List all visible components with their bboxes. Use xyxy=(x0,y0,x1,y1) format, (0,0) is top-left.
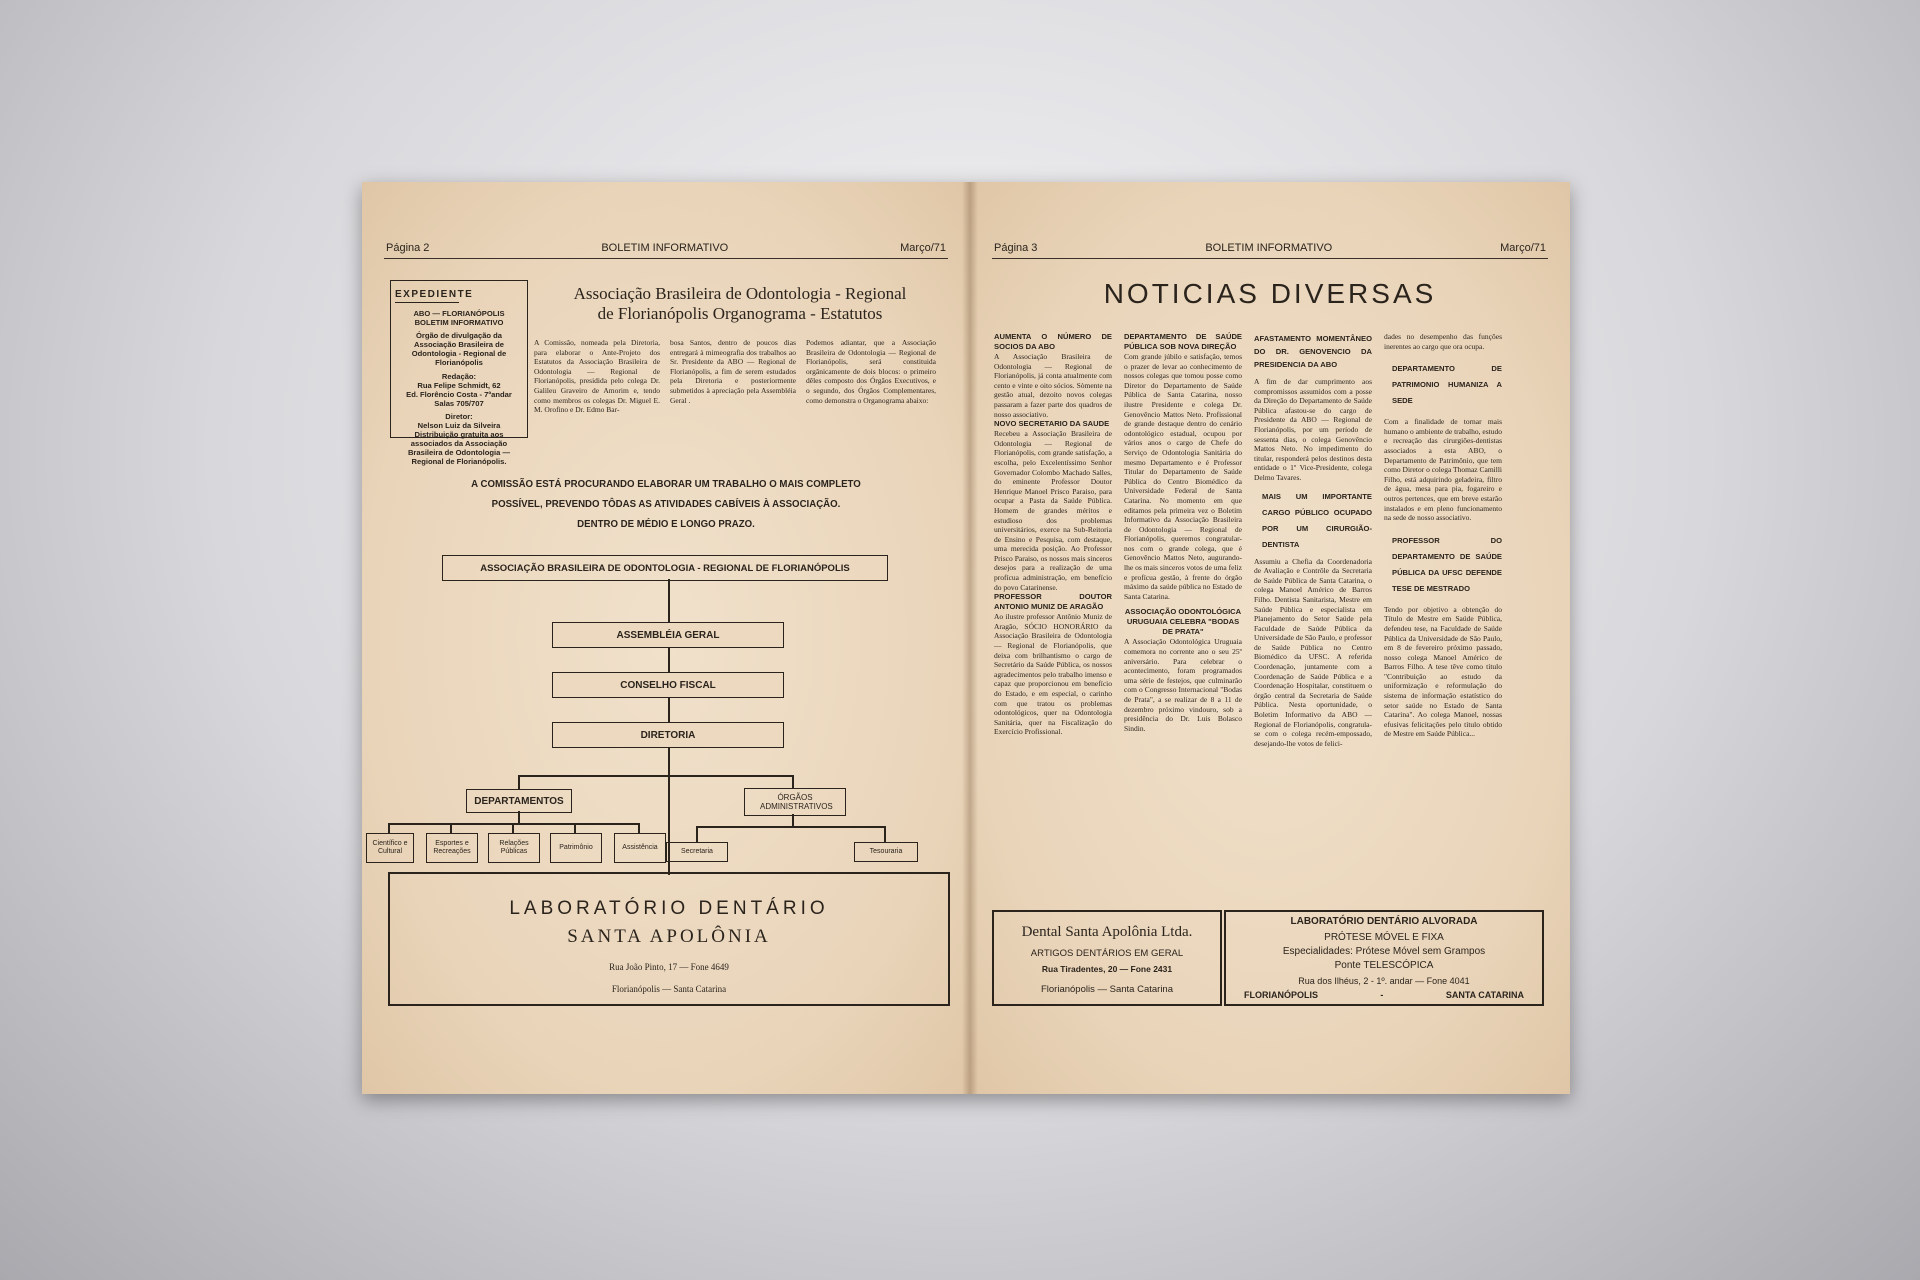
org-secretaria: Secretaria xyxy=(666,842,728,862)
expediente-line: BOLETIM INFORMATIVO xyxy=(414,318,504,327)
page-number: Página 3 xyxy=(994,242,1038,254)
ad-line-3: Rua João Pinto, 17 — Fone 4649 xyxy=(609,962,729,972)
news-paragraph: dades no desempenho das funções inerentes ao cargo que ora ocupa. xyxy=(1384,332,1502,351)
news-heading: AFASTAMENTO MOMENTÂNEO DO DR. GENOVENCIO DA PRESIDENCIA DA ABO xyxy=(1254,334,1372,369)
title-line: de Florianópolis Organograma - Estatutos xyxy=(597,304,883,323)
expediente-line: Florianópolis xyxy=(435,358,483,367)
expediente-line: Associação Brasileira de xyxy=(414,340,504,349)
diretor-label: Diretor: xyxy=(445,412,473,421)
diretor-line: Nelson Luiz da Silveira xyxy=(417,421,501,430)
ad-line-3: Especialidades: Prótese Móvel sem Grampos xyxy=(1282,946,1486,957)
diretor-line: Regional de Florianópolis. xyxy=(411,457,507,466)
news-paragraph: A Associação Odontológica Uruguaia comemora no corrente ano o seu 25º aniversário. Para celebrar o acontecimento, foram programados uma série de festejos, que culminarão com o Congresso Internacional "Bodas de Prata", a se realizar de 8 a 11 de dezembro próximo vindouro, sob a presidência do Dr. Luis Bolasco Sindin. xyxy=(1124,637,1242,733)
issue-date: Março/71 xyxy=(1500,242,1546,254)
ad-line-2: PRÓTESE MÓVEL E FIXA xyxy=(1324,932,1444,943)
org-box-abo: ASSOCIAÇÃO BRASILEIRA DE ODONTOLOGIA - REGIONAL DE FLORIANÓPOLIS xyxy=(442,555,888,581)
news-paragraph: A Associação Brasileira de Odontologia — Regional de Florianópolis, já conta atualmente com cento e vinte e oito sócios. Sòmente na gestão atual, dezoito novos colegas passaram a fazer parte dos quadros de nosso associativo. xyxy=(994,352,1112,419)
news-heading: MAIS UM IMPORTANTE CARGO PÚBLICO OCUPADO POR UM CIRURGIÃO-DENTISTA xyxy=(1262,491,1372,549)
expediente-line: ABO — FLORIANÓPOLIS xyxy=(413,309,505,318)
news-heading: DEPARTAMENTO DE PATRIMONIO HUMANIZA A SEDE xyxy=(1392,364,1502,406)
article-column: bosa Santos, dentro de poucos dias entregará à mimeografia dos trabalhos ao Sr. Presidente da ABO — Regional de Florianópolis, a fim de serem estudados pela Diretoria e posteriormente submetidos à apreciação pela Assembléia Geral . xyxy=(670,338,796,405)
expediente-line: Órgão de divulgação da xyxy=(415,331,503,340)
ad-separator: - xyxy=(1380,990,1384,1000)
diretor-line: Distribuição gratuita aos xyxy=(414,430,504,439)
commission-statement xyxy=(442,474,891,534)
news-column-3 xyxy=(1254,332,1372,748)
news-paragraph: Ao ilustre professor Antônio Muniz de Aragão, SÓCIO HONORÁRIO da Associação Brasileira de Odontologia — Regional de Florianópolis, que deixa com brilhantismo o cargo de Secretário da Saúde Pública, os nossos agradecimentos pelo trabalho imenso e capaz que proporcionou em benefício do Estado, e em especial, o carinho com que tratou os problemas odontológicos, quer na Odontologia Sanitária, quer na Fiscalização do Exercício Profissional. xyxy=(994,612,1112,737)
news-paragraph: Assumiu a Chefia da Coordenadoria de Avaliação e Contrôle da Secretaria de Saúde Pública de Santa Catarina, o colega Manoel Américo de Barros Filho. Dentista Sanitarista, Mestre em Saúde Pública e especialista em Planejamento do Setor Saúde pela Faculdade de Saúde Pública da Universidade de São Paulo, e professor de Saúde Pública no Centro Biomédico da UFSC. A referida Coordenação, juntamente com a Coordenação de Saúde Pública e a Coordenação Hospitalar, constituem o órgão central da Secretaria de Saúde Pública. Nesta oportunidade, o Boletim Informativo da ABO — Regional de Florianópolis, congratula-se com o colega recém-empossado, desejando-lhe votos de felici- xyxy=(1254,556,1372,748)
news-column-1 xyxy=(994,332,1112,737)
page-number: Página 2 xyxy=(386,242,430,254)
org-box-orgaos xyxy=(744,788,846,816)
article-column: A Comissão, nomeada pela Diretoria, para elaborar o Ante-Projeto dos Estatutos da Associação Brasileira de Odontologia — Regional de Florianópolis, presidida pelo colega Dr. Galileu Graveiro de Amorim e, tendo como membros os colegas Dr. Miguel E. M. Orofino e Dr. Edmo Bar- xyxy=(534,338,660,415)
title-line: Associação Brasileira de Odontologia - Regional xyxy=(573,284,907,303)
ad-line-2: ARTIGOS DENTÁRIOS EM GERAL xyxy=(1030,948,1184,959)
ad-line-4: Florianópolis — Santa Catarina xyxy=(611,984,727,994)
news-heading: ASSOCIAÇÃO ODONTOLÓGICA URUGUAIA CELEBRA "BODAS DE PRATA" xyxy=(1124,607,1242,637)
ad-line-5: Rua dos Ilhéus, 2 - 1º. andar — Fone 4041 xyxy=(1298,976,1470,986)
redacao-label: Redação: xyxy=(441,372,477,381)
ad-line-2: SANTA APOLÔNIA xyxy=(567,926,771,947)
page-3 xyxy=(970,182,1570,1094)
news-heading: AUMENTA O NÚMERO DE SOCIOS DA ABO xyxy=(994,332,1112,351)
statement-line: A COMISSÃO ESTÁ PROCURANDO ELABORAR UM TRABALHO O MAIS COMPLETO xyxy=(471,478,861,490)
expediente-heading: EXPEDIENTE xyxy=(395,289,474,300)
dept-relacoes: Relações Públicas xyxy=(488,833,540,863)
header-rule xyxy=(384,258,948,259)
ad-laboratorio-alvorada xyxy=(1224,910,1544,1006)
dept-cientifico: Científico e Cultural xyxy=(366,833,414,863)
header-rule xyxy=(992,258,1548,259)
spread-gutter xyxy=(962,182,978,1094)
news-paragraph: Com grande júbilo e satisfação, temos o prazer de levar ao conhecimento de nossos colegas que tomou posse como Diretor do Departamento de Saúde Pública de Santa Catarina, nosso ilustre Presidente e colega Dr. Genovêncio Mattos Neto. Profissional de grande destaque dentro do cenário odontológico estadual, ocupou por vários anos o cargo de Chefe do Serviço de Odontologia Sanitária do mesmo Departamento e é Professor Titular do Departamento de Saúde Pública do Centro Biomédico da Universidade Federal de Santa Catarina. No momento em que editamos pela primeira vez o Boletim Informativo da Associação Brasileira de Odontologia — Regional de Florianópolis, queremos congratular-nos com o grande colega, que é Genovêncio Mattos Neto, augurando-lhe os mais sinceros votos de uma feliz e profícua gestão, à frente do órgão máximo da saúde pública no Estado de Santa Catarina. xyxy=(1124,352,1242,601)
publication-title: BOLETIM INFORMATIVO xyxy=(1205,242,1333,254)
org-box-diretoria: DIRETORIA xyxy=(552,722,784,748)
ad-city: FLORIANÓPOLIS xyxy=(1244,990,1318,1000)
news-paragraph: Tendo por objetivo a obtenção do Título de Mestre em Saúde Pública, defendeu tese, na Faculdade de Saúde Pública da Universidade de São Paulo, em 8 de fevereiro próximo passado, nosso colega Manoel Américo de Barros Filho. A tese têve como título "Contribuição ao estudo da uniformização e reformulação do sistema de informação estatístico do setor saúde no Estado de Santa Catarina". Ao colega Manoel, nossas efusivas felicitações pelo título obtido de Mestre em Saúde Pública... xyxy=(1384,604,1502,739)
ad-state: SANTA CATARINA xyxy=(1445,990,1524,1000)
news-column-2 xyxy=(1124,332,1242,733)
news-heading: NOVO SECRETARIO DA SAUDE xyxy=(994,419,1110,429)
ad-laboratorio-santa-apolonia xyxy=(388,872,950,1006)
ad-line-1: LABORATÓRIO DENTÁRIO ALVORADA xyxy=(1290,916,1478,927)
redacao-line: Ed. Florêncio Costa - 7ºandar xyxy=(406,390,512,399)
statement-line: DENTRO DE MÉDIO E LONGO PRAZO. xyxy=(577,518,755,530)
news-heading: PROFESSOR DOUTOR ANTONIO MUNIZ DE ARAGÃO xyxy=(994,592,1112,612)
article-title xyxy=(532,284,948,324)
news-heading: DEPARTAMENTO DE SAÚDE PÚBLICA SOB NOVA DIREÇÃO xyxy=(1124,332,1242,351)
org-box-departamentos: DEPARTAMENTOS xyxy=(466,789,572,813)
redacao-line: Salas 705/707 xyxy=(434,399,484,408)
ad-line-1: LABORATÓRIO DENTÁRIO xyxy=(509,898,829,919)
diretor-line: Brasileira de Odontologia — xyxy=(407,448,511,457)
statement-line: POSSÍVEL, PREVENDO TÔDAS AS ATIVIDADES CABÍVEIS À ASSOCIAÇÃO. xyxy=(491,498,841,510)
news-column-4 xyxy=(1384,332,1502,739)
ad-line-4: Ponte TELESCÓPICA xyxy=(1334,960,1434,971)
dept-patrimonio: Patrimônio xyxy=(550,833,602,863)
running-header-left xyxy=(386,242,946,256)
dept-assistencia: Assistência xyxy=(614,833,666,863)
publication-title: BOLETIM INFORMATIVO xyxy=(601,242,729,254)
orgaos-label: ÓRGÃOS ADMINISTRATIVOS xyxy=(760,793,833,811)
ad-line-6 xyxy=(1244,990,1524,1000)
article-column: Podemos adiantar, que a Associação Brasileira de Odontologia — Regional de Florianópolis, será constituida orgânicamente de dois blocos: o primeiro dêles composto dos Órgãos Executivos, e o segundo, dos Órgãos Complementares, como demonstra o Organograma abaixo: xyxy=(806,338,936,405)
page-2 xyxy=(362,182,970,1094)
ad-dental-santa-apolonia xyxy=(992,910,1222,1006)
ad-line-1: Dental Santa Apolônia Ltda. xyxy=(1021,924,1193,940)
newsletter-spread xyxy=(362,182,1570,1094)
org-box-assembleia: ASSEMBLÉIA GERAL xyxy=(552,622,784,648)
redacao-line: Rua Felipe Schmidt, 62 xyxy=(417,381,501,390)
running-header-right xyxy=(994,242,1546,256)
diretor-line: associados da Associação xyxy=(410,439,508,448)
news-paragraph: Recebeu a Associação Brasileira de Odontologia — Regional de Florianópolis, com grande satisfação, a escolha, pelo Excelentíssimo Senhor Governador Colombo Machado Salles, do eminente Professor Doutor Henrique Manoel Prisco Paraiso, para ocupar a Pasta da Saúde Pública. Homem de grandes méritos e estudioso dos problemas universitários, exerce na Sub-Reitoria de Ensino e Pesquisa, com destaque, uma merecida posição. Ao Professor Prisco Paraiso, os nossos mais sinceros desejos para a realização de uma profícua administração, em benefício do povo Catarinense. xyxy=(994,429,1112,592)
issue-date: Março/71 xyxy=(900,242,946,254)
ad-line-4: Florianópolis — Santa Catarina xyxy=(1040,984,1173,995)
news-paragraph: Com a finalidade de tornar mais humano o ambiente de trabalho, estudo e recreação das cirurgiões-dentistas associados a esta ABO, o Departamento de Patrimônio, que tem como Diretor o colega Thomaz Camilli Filho, está adquirindo geladeira, filtro de água, mesa para pia, fogareiro e outros pertences, que em breve estarão instalados e em pleno funcionamento na sede de nosso associativo. xyxy=(1384,417,1502,523)
dept-esportes: Esportes e Recreações xyxy=(426,833,478,863)
section-title: NOTICIAS DIVERSAS xyxy=(1103,278,1437,309)
expediente-box xyxy=(390,280,528,466)
ad-line-3: Rua Tiradentes, 20 — Fone 2431 xyxy=(1041,964,1173,974)
expediente-line: Odontologia - Regional de xyxy=(411,349,507,358)
news-heading: PROFESSOR DO DEPARTAMENTO DE SAÚDE PÚBLICA DA UFSC DEFENDE TESE DE MESTRADO xyxy=(1392,535,1502,593)
news-paragraph: A fim de dar cumprimento aos compromissos assumidos com a posse da Direção do Departamento de Saúde Pública afastou-se do cargo de Presidente da ABO — Regional de Florianópolis, por um período de sessenta dias, o colega Genovêncio Mattos Neto. No impedimento do titular, responderá pelos destinos desta entidade o 1º Vice-Presidente, colega Delmo Tavares. xyxy=(1254,377,1372,482)
org-box-conselho: CONSELHO FISCAL xyxy=(552,672,784,698)
org-tesouraria: Tesouraria xyxy=(854,842,918,862)
